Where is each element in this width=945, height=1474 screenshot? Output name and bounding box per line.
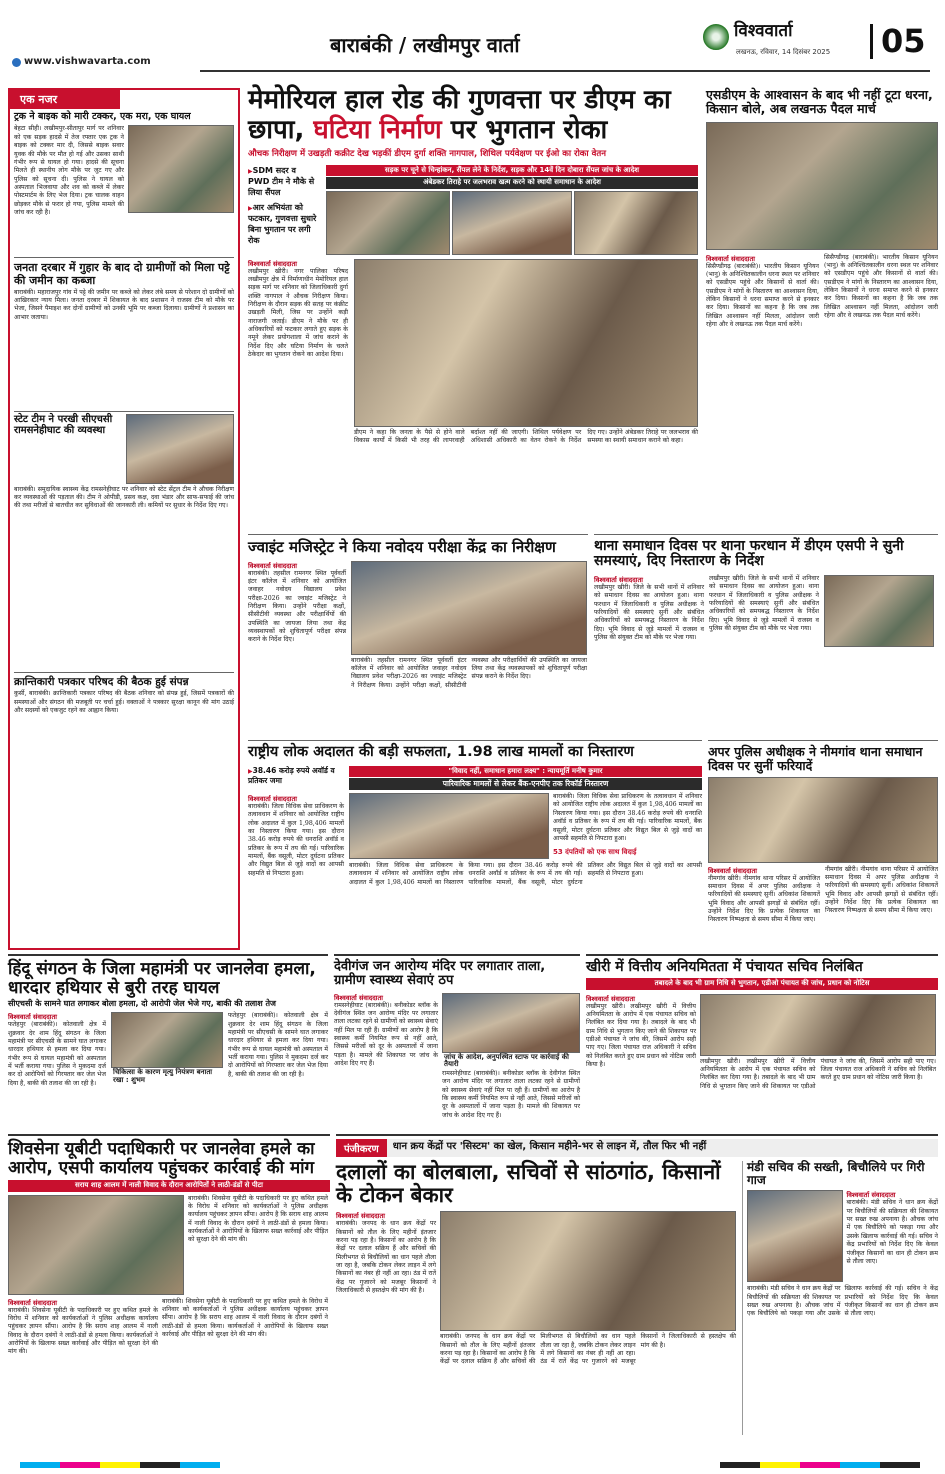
story-body: लखीमपुर खीरी। जिले के सभी थानों में शनिवार को समाधान दिवस का आयोजन हुआ। थाना फरधान में जिलाधिकारी व पुलिस अधीक्षक ने फरियादियों की समस्याएं सुनीं और संबंधित अधिकारियों को समयबद्ध निस्तारण के निर्देश दिए। भूमि विवाद से जुड़े मामलों में राजस्व व पुलिस की संयुक्त टीम को मौके पर भेजा गया।: [594, 583, 704, 641]
lok-adalat-story: [248, 740, 702, 946]
ek-nazar-label: एक नजर: [10, 90, 120, 109]
byline: विश्ववार्ता संवाददाता: [248, 561, 297, 570]
story-strip: सराय शाह आलम में नाली विवाद के दौरान आरोपितों ने लाठी-डंडों से पीटा: [8, 1180, 330, 1191]
byline: विश्ववार्ता संवाददाता: [8, 1298, 57, 1307]
story-body-cont: बाराबंकी। जिला विधिक सेवा प्राधिकरण के तत्वावधान में शनिवार को आयोजित राष्ट्रीय लोक अदालत में कुल 1,98,406 मामलों का निस्तारण किया गया। इस दौरान 38.46 करोड़ रुपये की धनराशि अवॉर्ड व प्रतिकर के रूप में तय की गई। पारिवारिक मामलों, बैंक वसूली, मोटर दुर्घटना प्रतिकर और विद्युत बिल से जुड़े वादों का आपसी सहमति से निपटारा हुआ।: [553, 793, 702, 842]
story-photo: [706, 122, 938, 250]
story-body-cont: लखीमपुर खीरी। जिले के सभी थानों में शनिवार को समाधान दिवस का आयोजन हुआ। थाना फरधान में जिलाधिकारी व पुलिस अधीक्षक ने फरियादियों की समस्याएं सुनीं और संबंधित अधिकारियों को समयबद्ध निस्तारण के निर्देश दिए। भूमि विवाद से जुड़े मामलों में राजस्व व पुलिस की संयुक्त टीम को मौके पर भेजा गया।: [709, 574, 819, 632]
lead-headline-a: मेमोरियल हाल रोड की गुणवत्ता पर डीएम का छापा,: [248, 85, 671, 145]
lead-body: लखीमपुर खीरी। नगर पालिका परिषद लखीमपुर क्षेत्र में निर्माणाधीन मेमोरियल हाल सड़क मार्ग पर शनिवार को जिलाधिकारी दुर्गा शक्ति नागपाल ने औचक निरीक्षण किया। निरीक्षण के दौरान सड़क की सतह पर कंक्रीट उखड़ती मिली, जिस पर उन्होंने कड़ी नाराजगी जताई। डीएम ने मौके पर ही अधिकारियों को फटकार लगाते हुए सड़क के नमूने लेकर प्रयोगशाला में जांच कराने के निर्देश दिए और घटिया निर्माण के चलते ठेकेदार का भुगतान रोकने का आदेश दिया।: [248, 267, 348, 359]
story-body-cont: लखीमपुर खीरी। लखीमपुर खीरी में वित्तीय अनियमितता के आरोप में एक पंचायत सचिव को निलंबित कर दिया गया है। तबादले के बाद भी ग्राम निधि से भुगतान किए जाने की शिकायत पर एडीओ पंचायत ने जांच की, जिसमें आरोप सही पाए गए। जिला पंचायत राज अधिकारी ने सचिव को निलंबित करते हुए ग्राम प्रधान को नोटिस जारी किया है।: [700, 1057, 936, 1090]
story-body: रामसनेहीघाट (बाराबंकी)। बनीकोडर ब्लॉक के देवीगंज स्थित जन आरोग्य मंदिर पर लगातार ताला लटका रहने से ग्रामीणों को स्वास्थ्य सेवाएं नहीं मिल पा रही हैं। ग्रामीणों का आरोप है कि स्वास्थ्य कर्मी नियमित रूप से नहीं आते, जिससे मरीजों को दूर के अस्पतालों में जाना पड़ता है। मामले की शिकायत पर जांच के आदेश दिए गए हैं।: [334, 1001, 438, 1068]
story-body: फतेहपुर (बाराबंकी)। कोतवाली क्षेत्र में शुक्रवार देर शाम हिंदू संगठन के जिला महामंत्री पर सीएचसी के सामने घात लगाकर धारदार हथियार से हमला कर दिया गया। गंभीर रूप से घायल महामंत्री को अस्पताल में भर्ती कराया गया। पुलिस ने मुकदमा दर्ज कर दो आरोपियों को गिरफ्तार कर जेल भेज दिया है, बाकी की तलाश की जा रही है।: [8, 1021, 106, 1087]
story-body-cont: बाराबंकी। जनपद के धान क्रय केंद्रों पर किसानों को तौल के लिए महीनों इंतजार करना पड़ रहा है। किसानों का आरोप है कि केंद्रों पर दलाल सक्रिय हैं और सचिवों की मिलीभगत से बिचौलियों का धान पहले तौला जा रहा है, जबकि टोकन लेकर लाइन में लगे किसानों का नंबर ही नहीं आ रहा। ठंड में रातें केंद्र पर गुजारने को मजबूर किसानों ने जिलाधिकारी से हस्तक्षेप की मांग की है।: [440, 1333, 736, 1366]
story-title: खीरी में वित्तीय अनियमितता में पंचायत सचिव निलंबित: [586, 959, 863, 975]
byline: विश्ववार्ता संवाददाता: [8, 1013, 57, 1022]
byline: विश्ववार्ता संवाददाता: [248, 259, 297, 268]
story-title: राष्ट्रीय लोक अदालत की बड़ी सफलता, 1.98 लाख मामलों का निस्तारण: [248, 744, 634, 760]
kheri-story: [586, 954, 938, 1130]
story-body-cont: सिसैण्डीगढ़ (बाराबंकी)। भारतीय किसान यूनियन (भानु) के अनिश्चितकालीन धरना स्थल पर शनिवार को एसडीएम पहुंचे और किसानों से वार्ता की। एसडीएम ने मांगों के निस्तारण का आश्वासन दिया, लेकिन किसानों ने धरना समाप्त करने से इनकार कर दिया। किसानों का कहना है कि जब तक लिखित आश्वासन नहीं मिलता, आंदोलन जारी रहेगा और वे लखनऊ तक पैदल मार्च करेंगे।: [824, 253, 938, 320]
story-body: लखीमपुर खीरी। लखीमपुर खीरी में वित्तीय अनियमितता के आरोप में एक पंचायत सचिव को निलंबित कर दिया गया है। तबादले के बाद भी ग्राम निधि से भुगतान किए जाने की शिकायत पर एडीओ पंचायत ने जांच की, जिसमें आरोप सही पाए गए। जिला पंचायत राज अधिकारी ने सचिव को निलंबित करते हुए ग्राम प्रधान को नोटिस जारी किया है।: [586, 1002, 696, 1069]
lead-photo: [326, 191, 450, 255]
print-color-bar-right: [720, 1462, 920, 1468]
lead-main-photo: [354, 259, 698, 427]
lead-bullet: ▶ आर अभियंता को फटकार, गुणवत्ता सुधारे बिना भुगतान पर लगी रोक: [248, 202, 320, 246]
panjikaran-story: [336, 1134, 938, 1456]
story-photo: [708, 777, 938, 863]
brand-name: विश्ववार्ता: [734, 21, 793, 41]
lead-strip: अंबेडकर तिराहे पर जलभराव खत्म करने को स्थायी समाधान के आदेश: [326, 177, 698, 188]
story-body: बाराबंकी। शिवसेना यूबीटी के पदाधिकारी पर हुए कथित हमले के विरोध में शनिवार को कार्यकर्ताओं ने पुलिस अधीक्षक कार्यालय पहुंचकर ज्ञापन सौंपा। आरोप है कि सराय शाह आलम में नाली विवाद के दौरान दबंगों ने लाठी-डंडों से हमला किया। कार्यकर्ताओं ने आरोपियों के खिलाफ सख्त कार्रवाई और पीड़ित को सुरक्षा देने की मांग की।: [8, 1306, 158, 1356]
lead-headline-red: घटिया निर्माण: [313, 114, 442, 145]
story-body: बाराबंकी। समुदायिक स्वास्थ्य केंद्र रामसनेहीघाट पर शनिवार को स्टेट सेंट्रल टीम ने औचक निरीक्षण कर व्यवस्थाओं की पड़ताल की। टीम ने ओपीडी, प्रसव कक्ष, दवा भंडार और साफ-सफाई की जांच की तथा मरीजों से बातचीत कर सुविधाओं की जानकारी ली। कमियों पर सुधार के निर्देश दिए गए।: [14, 485, 234, 510]
byline: विश्ववार्ता संवाददाता: [336, 1212, 385, 1221]
lead-strip: सड़क पर चूने से चिन्हांकन, सैंपल लेने के निर्देश, सड़क और 14वें दिन दोबारा सैंपल जांच के आदेश: [326, 165, 698, 176]
lead-body: डीएम ने कहा कि जनता के पैसे से होने वाले विकास कार्यों में किसी भी तरह की लापरवाही बर्दाश्त नहीं की जाएगी। शिथिल पर्यवेक्षण पर अधिशासी अधिकारी का वेतन रोकने के निर्देश दिए गए। उन्होंने अंबेडकर तिराहे पर जलभराव की समस्या का स्थायी समाधान कराने को कहा।: [354, 428, 698, 444]
byline: विश्ववार्ता संवाददाता: [334, 993, 383, 1002]
story-subhead: 53 दंपतियों को एक साथ विदाई: [553, 848, 637, 857]
story-body: कुर्सी, बाराबंकी। क्रान्तिकारी पत्रकार परिषद की बैठक शनिवार को संपन्न हुई, जिसमें पत्रकारों की समस्याओं और संगठन की मजबूती पर चर्चा हुई। वक्ताओं ने पत्रकार सुरक्षा कानून की मांग उठाई और सदस्यों को एकजुट रहने का आह्वान किया।: [14, 690, 234, 714]
story-deck: सीएचसी के सामने घात लगाकर बोला हमला, दो आरोपी जेल भेजे गए, बाकी की तलाश तेज: [8, 999, 276, 1009]
story-photo: [442, 993, 580, 1053]
devganj-story: [334, 954, 580, 1130]
story-photo: [349, 793, 549, 859]
story-title: अपर पुलिस अधीक्षक ने नीमगांव थाना समाधान दिवस पर सुनीं फरियादें: [708, 744, 923, 773]
photo-caption: चिकित्सा के कारण मृत्यु नियंत्रण बनाता रखा : शुभम: [111, 1068, 223, 1085]
ek-nazar-column: [8, 88, 240, 950]
story-title: मंडी सचिव की सख्ती, बिचौलिये पर गिरी गाज: [747, 1160, 925, 1188]
story-photo: [111, 1012, 223, 1068]
story-body-cont: बाराबंकी। शिवसेना यूबीटी के पदाधिकारी पर हुए कथित हमले के विरोध में शनिवार को कार्यकर्ताओं ने पुलिस अधीक्षक कार्यालय पहुंचकर ज्ञापन सौंपा। आरोप है कि सराय शाह आलम में नाली विवाद के दौरान दबंगों ने लाठी-डंडों से हमला किया। कार्यकर्ताओं ने आरोपियों के खिलाफ सख्त कार्रवाई और पीड़ित को सुरक्षा देने की मांग की।: [188, 1194, 328, 1244]
section-title: बाराबंकी / लखीमपुर वार्ता: [330, 33, 520, 57]
print-color-bar-left: [20, 1462, 220, 1468]
story-photo: [126, 414, 234, 484]
story-body: सिसैण्डीगढ़ (बाराबंकी)। भारतीय किसान यूनियन (भानु) के अनिश्चितकालीन धरना स्थल पर शनिवार को एसडीएम पहुंचे और किसानों से वार्ता की। एसडीएम ने मांगों के निस्तारण का आश्वासन दिया, लेकिन किसानों ने धरना समाप्त करने से इनकार कर दिया। किसानों का कहना है कि जब तक लिखित आश्वासन नहीं मिलता, आंदोलन जारी रहेगा और वे लखनऊ तक पैदल मार्च करेंगे।: [706, 262, 819, 329]
byline: विश्ववार्ता संवाददाता: [708, 866, 757, 875]
lead-deck: औचक निरीक्षण में उखड़ती कक्रीट देख भड़कीं डीएम दुर्गा शक्ति नागपाल, शिथिल पर्यवेक्षण पर ईओ का रोका वेतन: [248, 148, 607, 159]
byline: विश्ववार्ता संवाददाता: [586, 994, 635, 1003]
story-title: देवीगंज जन आरोग्य मंदिर पर लगातार ताला, ग्रामीण स्वास्थ्य सेवाएं ठप: [334, 959, 546, 989]
story-title: स्टेट टीम ने परखी सीएचसी रामसनेहीघाट की व्यवस्था: [14, 413, 113, 436]
story-photo: [440, 1211, 736, 1331]
story-body: बाराबंकी। तहसील रामनगर स्थित पूर्ववर्ती इंटर कॉलेज में शनिवार को आयोजित जवाहर नवोदय विद्यालय प्रवेश परीक्षा-2026 का ज्वाइंट मजिस्ट्रेट ने निरीक्षण किया। उन्होंने परीक्षा कक्षों, सीसीटीवी व्यवस्था और परीक्षार्थियों की उपस्थिति का जायजा लिया तथा केंद्र व्यवस्थापकों को शुचितापूर्ण परीक्षा संपन्न कराने के निर्देश दिए।: [248, 569, 346, 644]
byline: विश्ववार्ता संवाददाता: [706, 254, 755, 263]
lok-strip: पारिवारिक मामलों से लेकर बैंक-एनपीए तक रिकॉर्ड निस्तारण: [349, 778, 702, 790]
story-title: शिवसेना यूबीटी पदाधिकारी पर जानलेवा हमले का आरोप, एसपी कार्यालय पहुंचकर कार्रवाई की मांग: [8, 1139, 315, 1178]
lead-photo: [452, 191, 572, 255]
story-body-cont: बाराबंकी। मंडी सचिव ने धान क्रय केंद्रों पर बिचौलियों की सक्रियता की शिकायत पर सख्त रुख अपनाया है। औचक जांच में एक बिचौलिये को पकड़ा गया और उसके खिलाफ कार्रवाई की गई। सचिव ने केंद्र प्रभारियों को निर्देश दिए कि केवल पंजीकृत किसानों का धान ही टोकन क्रम से तौला जाए।: [747, 1285, 938, 1318]
story-body: बेहटा सीही। लखीमपुर-सीतापुर मार्ग पर शनिवार को एक सड़क हादसे में तेज रफ्तार एक ट्रक ने बाइक को टक्कर मार दी, जिससे बाइक सवार युवक की मौके पर मौत हो गई और उसका साथी गंभीर रूप से घायल हो गया। हादसे की सूचना मिलते ही स्थानीय लोग मौके पर जुट गए और पुलिस को सूचना दी। पुलिस ने घायल को अस्पताल भिजवाया और शव को कब्जे में लेकर पोस्टमार्टम के लिए भेज दिया। ट्रक चालक वाहन छोड़कर मौके से फरार हो गया, पुलिस मामले की जांच कर रही है।: [14, 125, 124, 217]
byline: विश्ववार्ता संवाददाता: [846, 1191, 896, 1200]
globe-icon: [12, 58, 21, 67]
story-strip: धान क्रय केंद्रों पर 'सिस्टम' का खेल, किसान महीने-भर से लाइन में, तौल फिर भी नहीं: [387, 1139, 938, 1157]
shivsena-story: [8, 1134, 330, 1456]
story-title: ट्रक ने बाइक को मारी टक्कर, एक मरा, एक घायल: [14, 111, 191, 122]
hindu-sangathan-story: [8, 954, 328, 1130]
story-body-cont: नीमगांव खीरी। नीमगांव थाना परिसर में आयोजित समाधान दिवस में अपर पुलिस अधीक्षक ने फरियादियों की समस्याएं सुनीं। अधिकांश शिकायतें भूमि विवाद और आपसी झगड़ों से संबंधित रहीं। उन्होंने निर्देश दिए कि प्रत्येक शिकायत का निस्तारण निष्पक्षता से समय सीमा में किया जाए।: [825, 865, 938, 915]
story-photo: [351, 561, 587, 655]
story-photo: [8, 1195, 184, 1295]
story-title: क्रान्तिकारी पत्रकार परिषद की बैठक हुई संपन्न: [14, 675, 189, 688]
website-link[interactable]: www.vishwavarta.com: [24, 56, 151, 67]
page-number: 05: [870, 24, 926, 59]
brand-logo: [703, 24, 729, 50]
lead-headline: [248, 86, 698, 146]
dateline: लखनऊ, रविवार, 14 दिसंबर 2025: [736, 48, 831, 56]
masthead: [0, 0, 945, 72]
lead-bullet: ▶ 38.46 करोड़ रुपये अवॉर्ड व प्रतिकर जमा: [248, 766, 344, 786]
story-body-cont: बाराबंकी। जिला विधिक सेवा प्राधिकरण के तत्वावधान में शनिवार को आयोजित राष्ट्रीय लोक अदालत में कुल 1,98,406 मामलों का निस्तारण किया गया। इस दौरान 38.46 करोड़ रुपये की धनराशि अवॉर्ड व प्रतिकर के रूप में तय की गई। पारिवारिक मामलों, बैंक वसूली, मोटर दुर्घटना प्रतिकर और विद्युत बिल से जुड़े वादों का आपसी सहमति से निपटारा हुआ।: [349, 862, 702, 886]
story-body: बाराबंकी। महाराजपुर गांव में पट्टे की जमीन पर कब्जे को लेकर लंबे समय से परेशान दो ग्रामीणों को आखिरकार न्याय मिला। जनता दरबार में शिकायत के बाद प्रशासन ने राजस्व टीम को मौके पर भेजा, जिसने पैमाइश कर दोनों ग्रामीणों को उनकी भूमि पर कब्जा दिलाया। ग्रामीणों ने प्रशासन का आभार जताया।: [14, 288, 234, 321]
story-title: एसडीएम के आश्वासन के बाद भी नहीं टूटा धरना, किसान बोले, अब लखनऊ पैदल मार्च: [706, 87, 933, 116]
sdm-story: [706, 88, 938, 528]
photo-caption: जांच के आदेश, अनुपस्थित स्टाफ पर कार्रवाई की तैयारी: [442, 1053, 580, 1070]
story-photo: [824, 575, 934, 647]
lead-photo: [574, 191, 698, 255]
story-body: बाराबंकी। मंडी सचिव ने धान क्रय केंद्रों पर बिचौलियों की सक्रियता की शिकायत पर सख्त रुख अपनाया है। औचक जांच में एक बिचौलिये को पकड़ा गया और उसके खिलाफ कार्रवाई की गई। सचिव ने केंद्र प्रभारियों को निर्देश दिए कि केवल पंजीकृत किसानों का धान ही टोकन क्रम से तौला जाए।: [846, 1199, 938, 1265]
story-body-cont: बाराबंकी। शिवसेना यूबीटी के पदाधिकारी पर हुए कथित हमले के विरोध में शनिवार को कार्यकर्ताओं ने पुलिस अधीक्षक कार्यालय पहुंचकर ज्ञापन सौंपा। आरोप है कि सराय शाह आलम में नाली विवाद के दौरान दबंगों ने लाठी-डंडों से हमला किया। कार्यकर्ताओं ने आरोपियों के खिलाफ सख्त कार्रवाई और पीड़ित को सुरक्षा देने की मांग की।: [162, 1297, 328, 1338]
story-strip: तबादले के बाद भी ग्राम निधि से भुगतान, एडीओ पंचायत की जांच, प्रधान को नोटिस: [586, 978, 938, 989]
story-title: दलालों का बोलबाला, सचिवों से सांठगांठ, किसानों के टोकन बेकार: [336, 1160, 721, 1208]
lead-bullet: ▶ SDM सदर व PWD टीम ने मौके से लिया सैंपल: [248, 165, 320, 198]
story-photo: [700, 994, 936, 1056]
story-body-cont: फतेहपुर (बाराबंकी)। कोतवाली क्षेत्र में शुक्रवार देर शाम हिंदू संगठन के जिला महामंत्री पर सीएचसी के सामने घात लगाकर धारदार हथियार से हमला कर दिया गया। गंभीर रूप से घायल महामंत्री को अस्पताल में भर्ती कराया गया। पुलिस ने मुकदमा दर्ज कर दो आरोपियों को गिरफ्तार कर जेल भेज दिया है, बाकी की तलाश की जा रही है।: [228, 1012, 328, 1078]
masthead-rule: [200, 70, 930, 72]
story-title: हिंदू संगठन के जिला महामंत्री पर जानलेवा हमला, धारदार हथियार से बुरी तरह घायल: [8, 959, 316, 998]
story-body-cont: रामसनेहीघाट (बाराबंकी)। बनीकोडर ब्लॉक के देवीगंज स्थित जन आरोग्य मंदिर पर लगातार ताला लटका रहने से ग्रामीणों को स्वास्थ्य सेवाएं नहीं मिल पा रही हैं। ग्रामीणों का आरोप है कि स्वास्थ्य कर्मी नियमित रूप से नहीं आते, जिससे मरीजों को दूर के अस्पतालों में जाना पड़ता है। मामले की शिकायत पर जांच के आदेश दिए गए हैं।: [442, 1069, 580, 1119]
lead-headline-b: पर भुगतान रोका: [450, 114, 608, 145]
story-title: जनता दरबार में गुहार के बाद दो ग्रामीणों को मिला पट्टे की जमीन का कब्जा: [14, 261, 230, 287]
story-title: ज्वाइंट मजिस्ट्रेट ने किया नवोदय परीक्षा केंद्र का निरीक्षण: [248, 538, 556, 556]
thana-story: [594, 534, 938, 734]
story-body: बाराबंकी। जनपद के धान क्रय केंद्रों पर किसानों को तौल के लिए महीनों इंतजार करना पड़ रहा है। किसानों का आरोप है कि केंद्रों पर दलाल सक्रिय हैं और सचिवों की मिलीभगत से बिचौलियों का धान पहले तौला जा रहा है, जबकि टोकन लेकर लाइन में लगे किसानों का नंबर ही नहीं आ रहा। ठंड में रातें केंद्र पर गुजारने को मजबूर किसानों ने जिलाधिकारी से हस्तक्षेप की मांग की है।: [336, 1220, 436, 1295]
byline: विश्ववार्ता संवाददाता: [248, 794, 297, 803]
lok-strip: "विवाद नहीं, समाधान हमारा लक्ष्य" : न्यायमूर्ति मनीष कुमार: [349, 766, 702, 777]
panjikaran-label: पंजीकरण: [336, 1139, 387, 1157]
story-photo: [747, 1190, 843, 1282]
story-body-cont: बाराबंकी। तहसील रामनगर स्थित पूर्ववर्ती इंटर कॉलेज में शनिवार को आयोजित जवाहर नवोदय विद्यालय प्रवेश परीक्षा-2026 का ज्वाइंट मजिस्ट्रेट ने निरीक्षण किया। उन्होंने परीक्षा कक्षों, सीसीटीवी व्यवस्था और परीक्षार्थियों की उपस्थिति का जायजा लिया तथा केंद्र व्यवस्थापकों को शुचितापूर्ण परीक्षा संपन्न कराने के निर्देश दिए।: [351, 656, 587, 689]
story-body: बाराबंकी। जिला विधिक सेवा प्राधिकरण के तत्वावधान में शनिवार को आयोजित राष्ट्रीय लोक अदालत में कुल 1,98,406 मामलों का निस्तारण किया गया। इस दौरान 38.46 करोड़ रुपये की धनराशि अवॉर्ड व प्रतिकर के रूप में तय की गई। पारिवारिक मामलों, बैंक वसूली, मोटर दुर्घटना प्रतिकर और विद्युत बिल से जुड़े वादों का आपसी सहमति से निपटारा हुआ।: [248, 802, 344, 877]
lead-story: [248, 86, 698, 526]
story-photo: [128, 125, 234, 213]
byline: विश्ववार्ता संवाददाता: [594, 575, 643, 584]
story-body: नीमगांव खीरी। नीमगांव थाना परिसर में आयोजित समाधान दिवस में अपर पुलिस अधीक्षक ने फरियादियों की समस्याएं सुनीं। अधिकांश शिकायतें भूमि विवाद और आपसी झगड़ों से संबंधित रहीं। उन्होंने निर्देश दिए कि प्रत्येक शिकायत का निस्तारण निष्पक्षता से समय सीमा में किया जाए।: [708, 874, 820, 924]
story-title: थाना समाधान दिवस पर थाना फरधान में डीएम एसपी ने सुनी समस्याएं, दिए निस्तारण के निर्देश: [594, 538, 904, 570]
neemgaon-story: [708, 740, 938, 946]
jnv-story: [248, 534, 588, 734]
